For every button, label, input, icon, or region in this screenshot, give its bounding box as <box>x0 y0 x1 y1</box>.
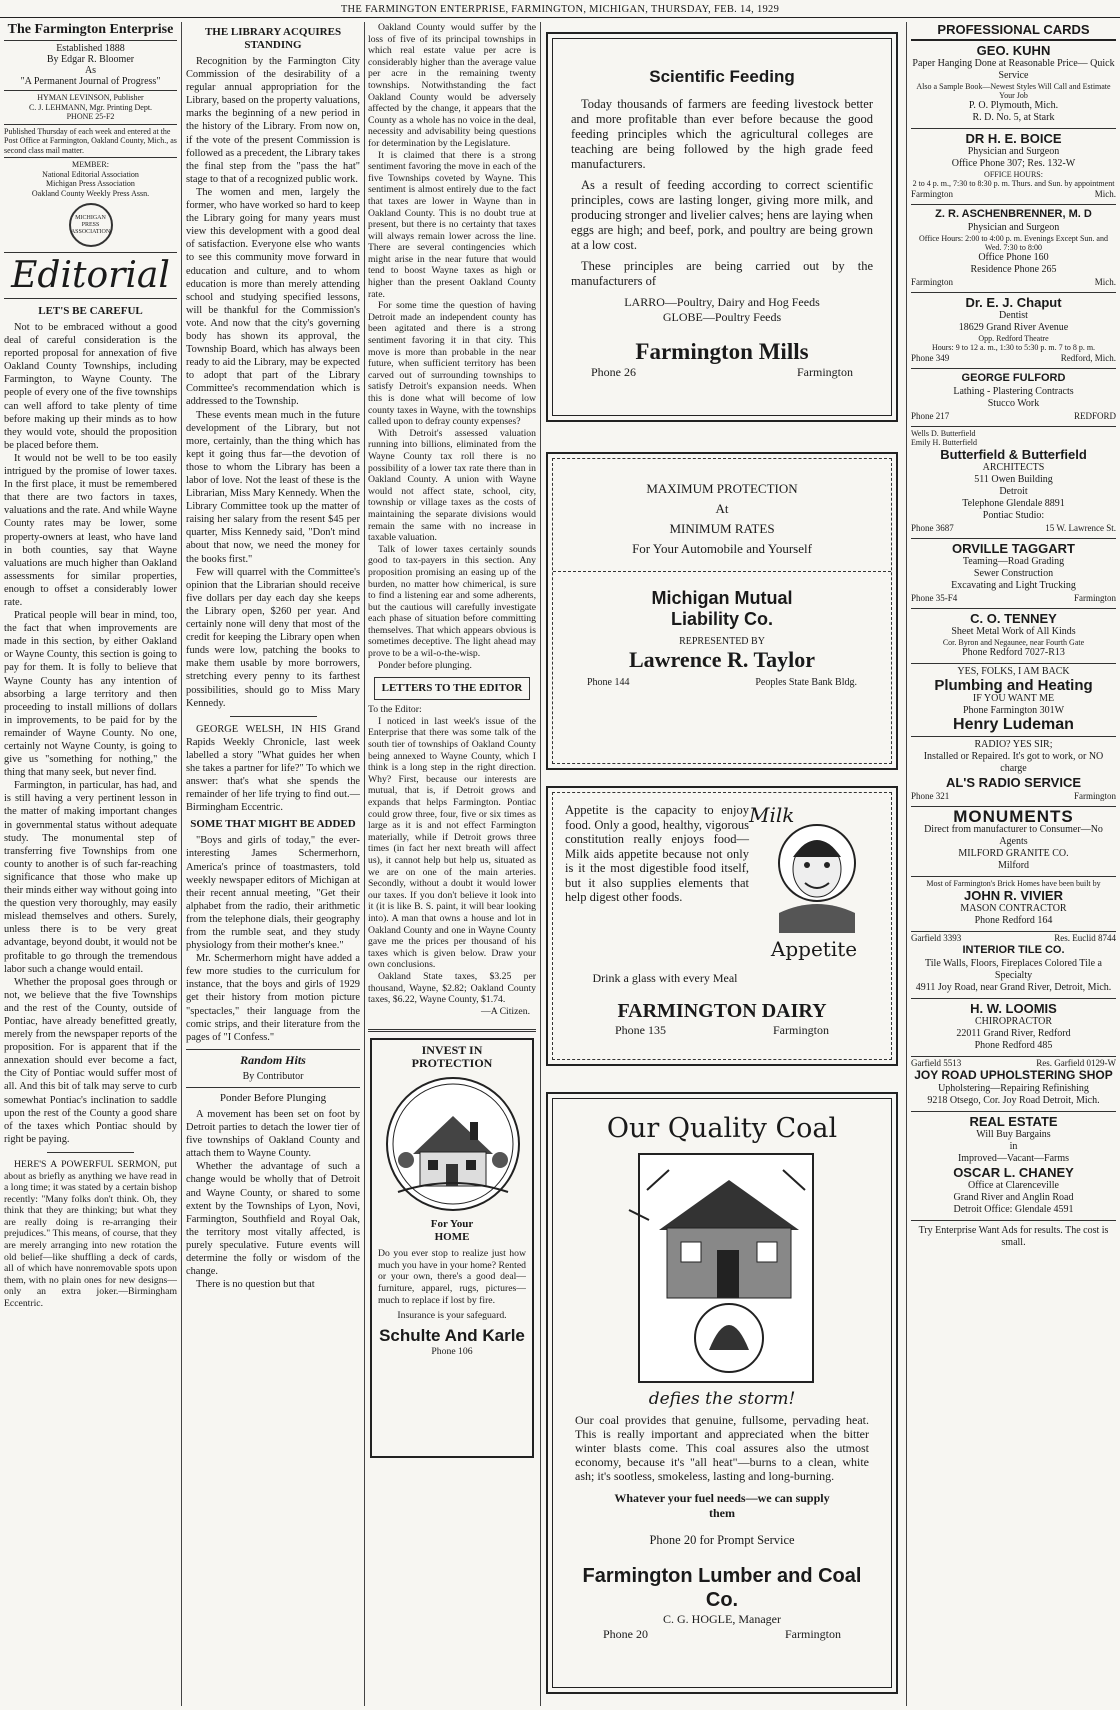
card-phone: Phone 217 <box>911 411 950 421</box>
insurance-line: MAXIMUM PROTECTION <box>646 481 798 496</box>
card-line: Physician and Surgeon <box>967 146 1060 157</box>
feed-headline: Scientific Feeding <box>649 67 795 86</box>
card-line: Phone Farmington 301W <box>962 705 1065 716</box>
card-line: Stucco Work <box>987 398 1040 409</box>
card-name: Henry Ludeman <box>953 716 1074 733</box>
card-town: Redford, Mich. <box>1060 353 1116 363</box>
card-name: C. O. TENNEY <box>970 611 1057 626</box>
card-line: Sheet Metal Work of All Kinds <box>951 626 1076 637</box>
house-illustration <box>378 1074 528 1214</box>
card-phone: Res. Euclid 8744 <box>1054 933 1116 943</box>
card-line: Phone Redford 164 <box>974 915 1053 926</box>
article-paragraph: Not to be embraced without a good deal of careful consideration is the reported proposal for annexation of five Oakland County Townships, including Farmington, to Wayne County. The people of every one of the five townships can well afford to take plenty of time before making up their minds as to how they would vote, should the proposition be placed before them. <box>4 322 177 451</box>
card-heading: REAL ESTATE <box>969 1114 1058 1129</box>
article-paragraph: The women and men, largely the former, who have worked so hard to keep the Library going for many years must view this development with a good deal of satisfaction. Everyone else who wants to see this community move forward in education and culture, and to whom education is more than merely attending school and studying specified lessons, will be thankful for the Commission's vote. And now that the city's governing body has shown its approval, the Township Board, which has always been ready to aid the Library, may be expected to adopt that part of the Library Committee's recommendation which is addressed to the Township. <box>186 186 360 408</box>
card-line: Upholstering—Repairing Refinishing <box>938 1083 1089 1094</box>
article-paragraph: For some time the question of having Detroit made an independent county has been agitated and there is a strong sentiment favoring it in that city. This move is more than probable in the near future, when sufficient territory has been carved out of surrounding townships to satisfy Detroit's expansion needs. When this is done what will become of low county taxes in Wayne, with the townships called upon to defray county expenses? <box>368 300 536 428</box>
card-interior-tile <box>911 932 1116 999</box>
insurance-subhead: HOME <box>434 1231 470 1244</box>
card-line: Physician and Surgeon <box>967 222 1060 233</box>
card-town: REDFORD <box>1073 411 1116 421</box>
card-line: IF YOU WANT ME <box>972 693 1055 704</box>
card-town: Farmington <box>1074 593 1116 603</box>
insurance-line: For Your Automobile and Yourself <box>632 541 812 556</box>
card-phone: Res. Garfield 0129-W <box>1036 1058 1116 1068</box>
coal-copy: Our coal provides that genuine, fullsome, pervading heat. This is really important and appreciated when the bitter winter blasts come. This coal assures also the utmost economy, because it's "all heat"—burns to a clean, white ash; it's sootless, smokeless, lasting and long-burning. <box>575 1413 869 1483</box>
card-line: Office Phone 307; Res. 132-W <box>951 158 1076 169</box>
appetite-script: Appetite <box>770 937 858 961</box>
card-line: Excavating and Light Trucking <box>951 580 1076 591</box>
article-paragraph: It would not be well to be too easily intrigued by the promise of lower taxes. In the first place, it must be remembered that there are two factors in taxes, valuations and the rate. And while Wayne County rates may be lower, some property-owners at least, who have land in both counties, say that Wayne valuations are much higher than Oakland assessments for similar properties, enough to offset a considerably lower rate. <box>4 452 177 608</box>
card-chaput <box>911 293 1116 369</box>
coal-ad <box>546 1092 898 1694</box>
card-line: Pontiac Studio: <box>982 510 1045 521</box>
letter-salutation: To the Editor: <box>368 704 422 716</box>
card-name: Dr. E. J. Chaput <box>965 295 1062 310</box>
article-paragraph: Oakland County would suffer by the loss of five of its principal townships in which real estate value per acre is considerably higher than the average value per acre in the remaining twenty townships. Notwithstanding the fact Oakland County would be adversely affected by the change, it appears that the County as a whole has no voice in the deal, necessity and advisability being questions for determination by the Legislature. <box>368 22 536 149</box>
card-boice <box>911 129 1116 205</box>
card-name: GEO. KUHN <box>976 43 1051 58</box>
card-line: Wells D. Butterfield <box>911 429 976 438</box>
card-state: Mich. <box>1094 277 1116 287</box>
card-butterfield <box>911 427 1116 539</box>
feed-brand-line: GLOBE—Poultry Feeds <box>662 310 782 324</box>
insurance-headline: INVEST IN <box>421 1043 483 1058</box>
agent-name: Lawrence R. Taylor <box>629 647 815 672</box>
card-town: Farmington <box>911 189 953 199</box>
letter-paragraph: I noticed in last week's issue of the Enterprise that there was some talk of the south tier of townships of Oakland County being annexed to Wayne County, which I think is a long step in the right direction. Why? First, because our interests are mutual, that is, if Detroit grows and expands that helps Farmington. Pontiac could grow three, four, five or six times as large as it is and not effect Farmington materially, while if Detroit grows three times (in fact her next breath will affect us), it cannot help but help us, situated as we are on one of the main arteries. Secondly, without a doubt it would lower our taxes. If you don't believe it look into it (it is like B. S. paint, it will bear looking into). A man that owns a house and lot in Oakland County and one in Wayne County gave me the prices per thousand of his taxes which is given below. Draw your own conclusions. <box>368 715 536 971</box>
article-paragraph: Whether the advantage of such a change would be wholly that of Detroit and Wayne County, or shared to some extent by the Townships of Lyon, Novi, Farmington, Southfield and Royal Oak, the territory most vitally affected, is purely speculative. Future events will determine the folly or wisdom of the change. <box>186 1161 360 1278</box>
article-headline: SOME THAT MIGHT BE ADDED <box>190 818 356 831</box>
association-2: Michigan Press Association <box>46 179 135 188</box>
card-chaney <box>911 1112 1116 1221</box>
card-name: JOY ROAD UPHOLSTERING SHOP <box>914 1068 1113 1082</box>
feed-phone: Phone 26 <box>591 365 636 379</box>
card-line: Milford <box>997 860 1030 871</box>
card-line: 511 Owen Building <box>974 474 1053 485</box>
card-name: INTERIOR TILE CO. <box>962 944 1065 956</box>
publisher-line: HYMAN LEVINSON, Publisher <box>37 93 144 102</box>
card-name: H. W. LOOMIS <box>970 1001 1057 1016</box>
card-line: Phone Redford 485 <box>974 1040 1053 1051</box>
coal-illustration <box>569 1150 883 1385</box>
column-editorial <box>4 22 177 1708</box>
byline: By Contributor <box>242 1070 304 1082</box>
coal-service-line: Phone 20 for Prompt Service <box>649 1533 795 1547</box>
article-paragraph: HERE'S A POWERFUL SERMON, put about as briefly as anything we have read in a long time; it was stated by a certain bishop recently: "Many folks don't think. Oh, they think that they are thinking; but what they are really doing is re-arranging their prejudices." This means, of course, that they are merely arranging into new rotation the old belief—like shuffling a deck of cards, all of which have nonremovable spots upon them, with no plain ones for new designs—only an extra joker.—Birmingham Eccentric. <box>4 1158 177 1310</box>
feed-ad <box>546 32 898 422</box>
card-line: Office Phone 160 <box>978 252 1049 263</box>
coal-phone: Phone 20 <box>603 1627 648 1641</box>
masthead: THE FARMINGTON ENTERPRISE, FARMINGTON, MICHIGAN, THURSDAY, FEB. 14, 1929 <box>0 4 1120 18</box>
card-phone: Garfield 3393 <box>911 933 962 943</box>
auto-insurance-ad <box>546 452 898 770</box>
card-line: Most of Farmington's Brick Homes have been built by <box>926 879 1101 888</box>
article-paragraph: Mr. Schermerhorn might have added a few more studies to the curriculum for instance, that the boys and girls of 1929 get their history from motion picture "spectacles," their language from the comic strips, and their literature from the pages of "I Confess." <box>186 953 360 1043</box>
card-name: Butterfield & Butterfield <box>940 447 1087 462</box>
card-name: AL'S RADIO SERVICE <box>945 775 1082 790</box>
column-letters <box>368 22 536 1708</box>
article-paragraph: These events mean much in the future development of the Library, but not more, certainly, than the thing which has kept it going thus far—the devotion of those to whom the Library has been a labor of love. Not the least of these is the Librarian, Miss Mary Kennedy. When the Library Committee took up the matter of raising her salary from the resent $45 per quarter, Miss Kennedy said, "Don't mind about that now, we need the money for the books first." <box>186 409 360 565</box>
card-phone: Phone 349 <box>911 353 950 363</box>
manager-line: C. J. LEHMANN, Mgr. Printing Dept. <box>28 102 153 112</box>
letter-signature: —A Citizen. <box>481 1005 530 1017</box>
insurance-ad <box>370 1038 534 1458</box>
coal-town: Farmington <box>785 1627 841 1641</box>
article-paragraph: GEORGE WELSH, IN HIS Grand Rapids Weekly Chronicle, last week labelled a story "What guides her when she takes a partner for life?" To which we answer: that's what she spends the remainder of her life trying to find out.—Birmingham Eccentric. <box>186 723 360 814</box>
card-line: 22011 Grand River, Redford <box>956 1028 1071 1039</box>
card-line: Dentist <box>999 310 1028 321</box>
card-line: YES, FOLKS, I AM BACK <box>957 666 1070 677</box>
coal-company: Farmington Lumber and Coal Co. <box>582 1565 862 1611</box>
article-paragraph: "Boys and girls of today," the ever-interesting James Schermerhorn, America's prince of toastmasters, told weekly newspaper editors of Michigan at their recent annual meeting, "Get their alphabet from the radio, their arithmetic from the telephone dials, their geography from the rumble seat, and they study physiology from their mother's knee." <box>186 835 360 952</box>
article-paragraph: A movement has been set on foot by Detroit parties to detach the lower tier of five townships of Oakland County and attach them to Wayne County. <box>186 1108 360 1160</box>
card-name: Z. R. ASCHENBRENNER, M. D <box>935 208 1092 220</box>
card-line: Teaming—Road Grading <box>962 556 1065 567</box>
feed-paragraph: Today thousands of farmers are feeding livestock better and more profitable than ever before because the good feeding principles which the agricultural colleges are teaching are being followed by the high grade feed manufacturers. <box>571 97 873 171</box>
card-radio <box>911 737 1116 807</box>
card-tenney <box>911 609 1116 664</box>
card-line: MASON CONTRACTOR <box>960 903 1067 914</box>
coal-manager: C. G. HOGLE, Manager <box>663 1612 781 1626</box>
article-headline: LET'S BE CAREFUL <box>38 305 143 317</box>
coal-slogan: defies the storm! <box>648 1389 796 1409</box>
card-name: JOHN R. VIVIER <box>964 888 1063 903</box>
feed-brand-line: LARRO—Poultry, Dairy and Hog Feeds <box>624 295 820 309</box>
card-line: Detroit <box>999 486 1028 497</box>
insurance-copy: Do you ever stop to realize just how much you have in your home? Rented or your own, there's a good deal—furniture, apparel, rugs, pictures—much to replace if lost by fire. <box>378 1248 526 1306</box>
card-heading: Plumbing and Heating <box>934 677 1093 694</box>
card-name: OSCAR L. CHANEY <box>953 1165 1074 1180</box>
card-line: Sewer Construction <box>973 568 1054 579</box>
coal-supply-line: Whatever your fuel needs—we can supply them <box>614 1491 830 1520</box>
insurer-name: Liability Co. <box>670 609 773 629</box>
founder-line: By Edgar R. Bloomer <box>46 54 135 65</box>
association-1: National Editorial Association <box>42 169 139 179</box>
represented-by: REPRESENTED BY <box>679 636 765 647</box>
feed-company: Farmington Mills <box>635 339 809 364</box>
card-vivier <box>911 877 1116 932</box>
dairy-town: Farmington <box>773 1023 829 1037</box>
insurance-tagline: Insurance is your safeguard. <box>397 1310 507 1322</box>
professional-cards <box>911 22 1116 1708</box>
card-line: Hours: 9 to 12 a. m., 1:30 to 5:30 p. m. 7 to 8 p. m. <box>931 343 1096 352</box>
card-line: Lathing - Plastering Contracts <box>953 386 1074 397</box>
card-town: Farmington <box>911 277 953 287</box>
cards-heading: PROFESSIONAL CARDS <box>911 22 1116 41</box>
card-line: R. D. No. 5, at Stark <box>972 112 1055 123</box>
insurance-headline: PROTECTION <box>411 1056 493 1071</box>
dairy-phone: Phone 135 <box>615 1023 666 1037</box>
article-paragraph: Talk of lower taxes certainly sounds good to tax-payers in this section. Any proposition promising an easing up of the burden, no matter how chimerical, is sure to find a listening ear and some adherents, but the cautious will carefully investigate each phase of situation before committing themselves. That which appears obvious is sometimes deceptive. The light ahead may prove to be a wil-o-the-wisp. <box>368 543 536 660</box>
section-headline: Random Hits <box>240 1052 306 1067</box>
card-phone: Phone 35-F4 <box>911 593 958 603</box>
card-line: Grand River and Anglin Road <box>953 1192 1074 1203</box>
column-library <box>186 22 360 1708</box>
column-rule <box>540 22 541 1706</box>
insurance-line: MINIMUM RATES <box>669 521 775 536</box>
card-address: 15 W. Lawrence St. <box>1045 523 1116 533</box>
card-line: Detroit Office: Glendale 4591 <box>953 1204 1074 1215</box>
card-kuhn <box>911 41 1116 129</box>
column-rule <box>181 22 182 1706</box>
want-ads-note: Try Enterprise Want Ads for results. The cost is small. <box>918 1225 1109 1248</box>
card-line: ARCHITECTS <box>982 462 1045 473</box>
established-line: Established 1888 <box>56 43 125 54</box>
card-line: CHIROPRACTOR <box>974 1016 1053 1027</box>
card-line: Office at Clarenceville <box>968 1180 1059 1191</box>
article-paragraph: With Detroit's assessed valuation running into billions, eliminated from the Wayne County tax roll there is no possibility of a lower tax rate there than in Oakland County. A union with Wayne would not affect state, school, city, township or village taxes as the costs of maintaining the separate divisions would remain the same with no increase in taxable valuation. <box>368 427 536 544</box>
card-line: 18629 Grand River Avenue <box>958 322 1069 333</box>
insurance-subhead: For Your <box>430 1218 474 1231</box>
as-line: As <box>84 65 97 76</box>
card-taggart <box>911 539 1116 609</box>
letter-paragraph: Oakland State taxes, $3.25 per thousand, Wayne, $2.82; Oakland County taxes, $6.22, Wayne County, $1.74. <box>368 970 536 1006</box>
card-fulford <box>911 369 1116 427</box>
card-line: Will Buy Bargains <box>976 1129 1051 1140</box>
member-label: MEMBER: <box>72 160 109 169</box>
article-paragraph: It is claimed that there is a strong sentiment favoring the move in each of the five Townships coveted by Wayne. This sentiment is almost entirely due to the fact that taxes are lower in Wayne than in Oakland County. This is no doubt true at present, but there is no certainty that taxes will always remain lower across the line. There are several contingencies which might arise in the near future that would tend to boost Wayne taxes as high or higher than the present Oakland County rate. <box>368 149 536 300</box>
card-line: MILFORD GRANITE CO. <box>958 848 1069 859</box>
insurer-name: Michigan Mutual <box>651 588 793 608</box>
card-joy-road <box>911 1057 1116 1112</box>
card-name: MONUMENTS <box>953 807 1074 826</box>
column-rule <box>364 22 365 1706</box>
article-paragraph: Whether the proposal goes through or not, we believe that the five Townships and the rest of the County, outside of Pontiac, have already benefitted greatly, merely from the newspaper reports of the proposition. For is apparent that if the annexation should ever become a fact, the City of Pontiac would suffer most of all. And this bit of talk may serve to curb somewhat Pontiac's inclination to saddle upon the rest of the County a good share of the taxes which Pontiac should by right be paying. <box>4 976 177 1145</box>
dairy-copy: Appetite is the capacity to enjoy food. Only a good, healthy, vigorous constitution really enjoys food—Milk aids appetite because not only is it the most digestible food itself, but it also supplies elements that help digest other foods. <box>565 803 749 904</box>
card-line: Paper Hanging Done at Reasonable Price— Quick Service <box>912 58 1115 81</box>
card-line: Opp. Redford Theatre <box>978 334 1049 343</box>
card-line: 9218 Otsego, Cor. Joy Road Detroit, Mich. <box>927 1095 1100 1106</box>
card-loomis <box>911 999 1116 1057</box>
phone-line: PHONE 25-F2 <box>66 112 115 121</box>
card-line: Telephone Glendale 8891 <box>962 498 1065 509</box>
card-line: Also a Sample Book—Newest Styles Will Call and Estimate Your Job <box>916 82 1111 100</box>
insurance-line: At <box>715 501 729 516</box>
card-line: Improved—Vacant—Farms <box>957 1153 1070 1164</box>
editorial-heading: Editorial <box>4 252 177 299</box>
agent-address: Peoples State Bank Bldg. <box>755 677 857 688</box>
association-3: Oakland County Weekly Press Assn. <box>31 188 150 198</box>
card-phone: Phone 3687 <box>911 523 954 533</box>
card-aschenbrenner <box>911 205 1116 293</box>
press-association-seal: MICHIGAN PRESS ASSOCIATION <box>69 203 113 247</box>
article-headline: Ponder Before Plunging <box>219 1091 327 1104</box>
card-line: Office Hours: 2:00 to 4:00 p. m. Evenings Except Sun. and Wed. 7:30 to 8:00 <box>919 234 1108 252</box>
card-line: Phone Redford 7027-R13 <box>962 647 1065 658</box>
agent-phone: Phone 144 <box>587 677 630 688</box>
column-rule <box>906 22 907 1706</box>
card-state: Mich. <box>1094 189 1116 199</box>
postal-notice: Published Thursday of each week and entered at the Post Office at Farmington, Oakland County, Mich., as second class mail matter. <box>4 126 177 155</box>
card-phone: Phone 321 <box>911 791 950 801</box>
card-line: Direct from manufacturer to Consumer—No Agents <box>924 824 1103 847</box>
card-line: Cor. Byron and Negaunee, near Fourth Gate <box>942 638 1085 647</box>
card-town: Farmington <box>1074 791 1116 801</box>
card-name: GEORGE FULFORD <box>961 372 1066 384</box>
card-ludeman <box>911 664 1116 737</box>
coal-headline: Our Quality Coal <box>606 1113 838 1144</box>
article-paragraph: There is no question but that <box>196 1279 315 1291</box>
dairy-name: FARMINGTON DAIRY <box>617 1000 827 1022</box>
card-line: 2 to 4 p. m., 7:30 to 8:30 p. m. Thurs. and Sun. by appointment <box>912 179 1115 188</box>
newspaper-flag: The Farmington Enterprise <box>4 22 177 41</box>
card-line: Emily H. Butterfield <box>911 438 977 447</box>
card-line: P. O. Plymouth, Mich. <box>968 100 1059 111</box>
insurance-company: Schulte And Karle <box>379 1325 525 1345</box>
article-paragraph: Recognition by the Farmington City Commission of the desirability of a regular annual appropriation for the Library, based on the property valuations, marks the beginning of a new period in the history of the Library. From now on, if the vote of the present Commission is followed as a precedent, the Library takes the final step from the "pass the hat" stage to that of a recognized public work. <box>186 56 360 185</box>
card-line: RADIO? YES SIR; <box>974 739 1053 750</box>
card-line: in <box>1009 1141 1018 1152</box>
card-line: Installed or Repaired. It's got to work, or NO charge <box>923 751 1104 774</box>
article-headline: THE LIBRARY ACQUIRES STANDING <box>204 26 342 51</box>
article-paragraph: Pratical people will bear in mind, too, the fact that when improvements are made in this section, by either Oakland or Wayne County, this section is going to pay for them. It is folly to believe that Wayne County has any intention of absorbing a large territory and then proceeding to install millions of dollars in improvements, to be paid for by the remainder of Wayne County. No one, certainly not Wayne County, is going to give us "something for nothing," the thing that many seek, but never find. <box>4 610 177 779</box>
feed-town: Farmington <box>797 365 853 379</box>
letters-headline: LETTERS TO THE EDITOR <box>381 682 523 695</box>
article-paragraph: Ponder before plunging. <box>378 659 472 671</box>
motto-line: "A Permanent Journal of Progress" <box>20 76 161 87</box>
dairy-ad <box>546 786 898 1066</box>
card-name: DR H. E. BOICE <box>965 131 1062 146</box>
article-paragraph: Few will quarrel with the Committee's opinion that the Librarian should receive five dollars per day each day she keeps the Library open, $260 per year. And certainly none will deny that most of the credit for keeping the Library open when funds were low, patching the books to make them usable by more borrowers, stretching every penny to its farthest possibilities, should go to Miss Mary Kennedy. <box>186 566 360 709</box>
dairy-tagline: Drink a glass with every Meal <box>592 971 738 985</box>
card-name: ORVILLE TAGGART <box>951 541 1076 556</box>
milk-script: Milk <box>749 803 795 827</box>
card-line: Residence Phone 265 <box>970 264 1057 275</box>
card-line: 4911 Joy Road, near Grand River, Detroit, Mich. <box>915 982 1112 993</box>
card-line: OFFICE HOURS: <box>984 170 1043 179</box>
card-monuments <box>911 807 1116 877</box>
feed-paragraph: As a result of feeding according to correct scientific principles, cows are lasting longer, giving more milk, and producing stronger and livelier calves; hens are laying when eggs are high; and beef, pork, and poultry are being grown at a low cost. <box>571 178 873 252</box>
article-paragraph: Farmington, in particular, has had, and is still having a very pertinent lesson in the matter of making important changes in governmental status without adequate study. The monumental step of transferring five Townships from one county to another is of such far-reaching significance that those who make up their minds either way without going into the question very thoroughly, may easily mislead themselves and others. Surely, unless there is to be very great advantage, beyond doubt, it would not be profitable to go through the tremendous labor such a change would entail. <box>4 780 177 975</box>
insurance-phone: Phone 106 <box>431 1345 473 1357</box>
feed-paragraph: These principles are being carried out by the manufacturers of <box>571 259 873 288</box>
card-phone: Garfield 5513 <box>911 1058 962 1068</box>
card-line: Tile Walls, Floors, Fireplaces Colored Tile a Specialty <box>925 958 1102 981</box>
